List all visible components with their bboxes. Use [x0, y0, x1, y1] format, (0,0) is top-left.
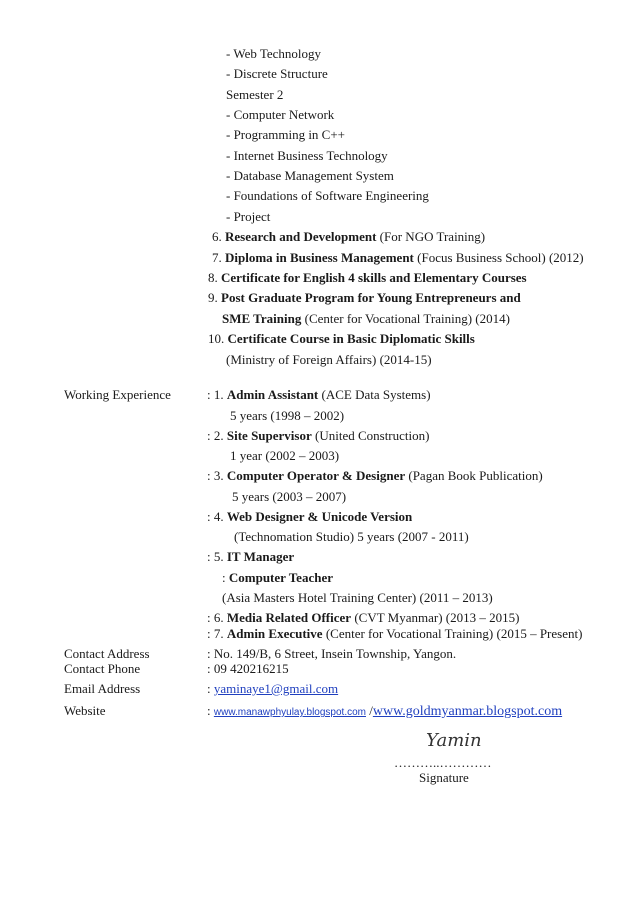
job-item-7: [207, 626, 582, 642]
job-item-5-sub: [222, 570, 333, 586]
job-org: (ACE Data Systems): [321, 387, 431, 402]
semester-heading: Semester 2: [226, 87, 284, 102]
training-title: Research and Development: [225, 229, 377, 244]
training-number: 6.: [212, 229, 222, 244]
course-item: - Discrete Structure: [226, 66, 328, 81]
website-link-1[interactable]: www.manawphyulay.blogspot.com: [213, 707, 366, 718]
job-number: : 3.: [207, 468, 224, 483]
training-item-9-cont: [222, 311, 510, 327]
training-title: Post Graduate Program for Young Entrepreneurs and: [221, 290, 521, 305]
contact-phone: : 09 420216215: [207, 661, 289, 676]
training-title: SME Training: [222, 311, 302, 326]
email-row: [207, 681, 338, 697]
website-link-2[interactable]: www.goldmyanmar.blogspot.com: [372, 704, 563, 719]
job-period: 5 years (2003 – 2007): [232, 489, 347, 504]
job-number: : 5.: [207, 549, 224, 564]
job-item-2: [207, 428, 429, 444]
course-item: - Foundations of Software Engineering: [226, 188, 429, 203]
training-item-7: [212, 250, 584, 266]
job-period: (Technomation Studio) 5 years (2007 - 2011): [234, 529, 469, 544]
job-period: (Asia Masters Hotel Training Center) (2011 – 2013): [222, 590, 493, 605]
job-title: Media Related Officer: [226, 610, 352, 625]
website-label: Website: [64, 703, 106, 718]
job-title: Site Supervisor: [226, 428, 312, 443]
job-item-6: [207, 610, 519, 626]
course-item: - Database Management System: [226, 168, 394, 183]
course-item: - Computer Network: [226, 107, 335, 122]
job-number: : 1.: [207, 387, 224, 402]
job-title: Computer Operator & Designer: [226, 468, 406, 483]
job-number: : 6.: [207, 610, 224, 625]
job-item-1: [207, 387, 431, 403]
job-item-4: [207, 509, 412, 525]
working-experience-label: Working Experience: [64, 387, 171, 402]
training-number: 7.: [212, 250, 222, 265]
job-number: : 2.: [207, 428, 224, 443]
course-item: - Internet Business Technology: [226, 148, 388, 163]
job-org: (Pagan Book Publication): [408, 468, 543, 483]
job-title: IT Manager: [226, 549, 295, 564]
training-item-8: [208, 270, 527, 286]
training-item-9: [208, 290, 521, 306]
job-title: Web Designer & Unicode Version: [226, 509, 413, 524]
training-title: Diploma in Business Management: [225, 250, 414, 265]
training-title: Certificate for English 4 skills and Elementary Courses: [221, 270, 527, 285]
job-number: : 7.: [207, 626, 224, 641]
job-title: Admin Assistant: [226, 387, 319, 402]
email-link[interactable]: yaminaye1@gmail.com: [213, 681, 339, 696]
website-row: [207, 703, 562, 721]
signature-line: ………..…………: [394, 755, 492, 770]
website-separator: /: [369, 703, 373, 718]
course-item: - Project: [226, 209, 271, 224]
job-title: Admin Executive: [226, 626, 323, 641]
training-number: 10.: [208, 331, 225, 346]
job-org: (Center for Vocational Training) (2015 – Present): [325, 626, 583, 641]
signature-handwriting: Yamin: [426, 730, 482, 751]
email-prefix: :: [207, 681, 211, 696]
job-org: (United Construction): [315, 428, 430, 443]
website-prefix: :: [207, 703, 211, 718]
training-detail: (For NGO Training): [379, 229, 486, 244]
training-detail: (Center for Vocational Training) (2014): [304, 311, 510, 326]
job-item-3: [207, 468, 543, 484]
training-number: 8.: [208, 270, 218, 285]
contact-address: : No. 149/B, 6 Street, Insein Township, Yangon.: [207, 646, 457, 661]
training-number: 9.: [208, 290, 218, 305]
job-period: 5 years (1998 – 2002): [230, 408, 345, 423]
signature-label: Signature: [419, 770, 469, 785]
training-detail: (Focus Business School) (2012): [417, 250, 584, 265]
course-item: - Programming in C++: [226, 127, 346, 142]
training-item-10: [208, 331, 475, 347]
job-subprefix: :: [222, 570, 226, 585]
training-title: Certificate Course in Basic Diplomatic Skills: [227, 331, 475, 346]
job-org: (CVT Myanmar) (2013 – 2015): [354, 610, 520, 625]
training-detail: (Ministry of Foreign Affairs) (2014-15): [226, 352, 432, 367]
contact-phone-label: Contact Phone: [64, 661, 141, 676]
job-period: 1 year (2002 – 2003): [230, 448, 340, 463]
training-item-6: [212, 229, 485, 245]
job-item-5: [207, 549, 294, 565]
contact-address-label: Contact Address: [64, 646, 150, 661]
job-number: : 4.: [207, 509, 224, 524]
job-title: Computer Teacher: [228, 570, 333, 585]
email-label: Email Address: [64, 681, 141, 696]
course-item: - Web Technology: [226, 46, 322, 61]
